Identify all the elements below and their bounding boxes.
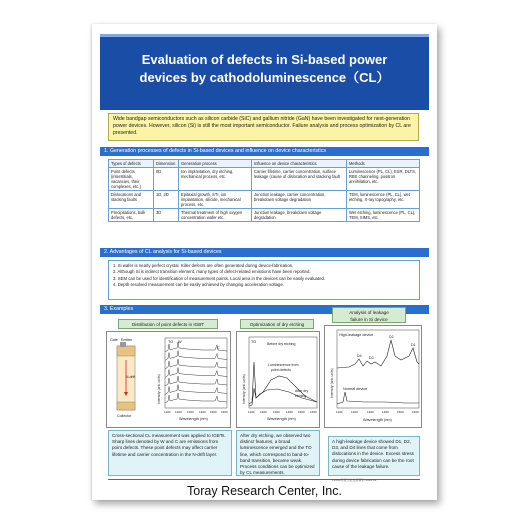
ex1-spectrum-line [165, 376, 227, 386]
emitter-label: Emitter [121, 338, 133, 342]
example-1-note: Cross-sectional CL measurement was applied to IGBTs. Sharp lines denoted by W and C are emissions from point defects. These point defects may affect carrier lifetime and carrier concentration in the N-drift layer. [108, 430, 232, 476]
table-cell: Dislocations and stacking faults [109, 191, 154, 209]
table-header: Influence on device characteristics [252, 160, 347, 168]
gate-label: Gate [110, 338, 118, 342]
list-item: 4. Depth-resolved measurement can be easily achieved by changing acceleration voltage. [113, 282, 285, 288]
table-header: Types of defects [109, 160, 154, 168]
table-row [109, 191, 420, 209]
ex2-plot-frame [249, 337, 317, 408]
table-header: Methods [347, 160, 420, 168]
x-tick-label: 1200 [175, 410, 182, 414]
ex3-d4-label: D4 [357, 354, 362, 358]
list-item: 1. Si wafer is nearly perfect crystal. Killer defects are often generated during device-fabrication. [113, 263, 294, 268]
section-1-header: 1. Generation processes of defects in Si-based devices and influence on device characteristics [100, 147, 429, 156]
advantages-list [108, 260, 420, 300]
x-tick-label: 1500 [298, 410, 305, 414]
example-3-note: A high-leakage device showed D1, D2, D3, and D4 lines that come from dislocations in the device. Excess stress during device fabrication can be the root cause of the leakage failure. [328, 436, 420, 476]
title-banner [100, 34, 429, 110]
x-tick-label: 1100 [336, 410, 343, 414]
ex1-ylabel: Intensity (arb. units) [157, 374, 161, 404]
x-tick-label: 1100 [164, 410, 171, 414]
intro-box: Wide bandgap semiconductors such as silicon carbide (SiC) and gallium nitride (GaN) have been investigated for next-generation power devices. However, silicon (Si) is still the most important semiconductor. Failure analysis and process optimization by CL are presented. [108, 113, 419, 141]
table-cell: Wet etching, luminescence (PL, CL), TEM, SIMS, etc. [347, 209, 420, 222]
x-tick-label: 1500 [210, 410, 217, 414]
table-header: Dimension [154, 160, 179, 168]
x-tick-label: 1200 [260, 410, 267, 414]
ex2-after-line-1: After dry [295, 389, 309, 393]
ex3-plot-frame [337, 330, 419, 408]
x-tick-label: 1300 [273, 410, 280, 414]
table-cell: Epitaxial growth, STI, ion implantation, silicide, mechanical process, etc. [179, 191, 252, 209]
example-2-label: Optimization of dry etching [240, 319, 314, 329]
x-tick-label: 1600 [221, 410, 228, 414]
ex3-high-spectrum [337, 340, 419, 368]
ex3-normal-label: Normal device [343, 387, 368, 391]
title-line-1: Evaluation of defects in Si-based power [141, 52, 388, 67]
peak-c-label: C [217, 346, 220, 350]
peak-w-label: W [178, 340, 182, 344]
example-2-panel [236, 331, 320, 428]
poster-sheet [92, 24, 437, 500]
ex3-label-line-2: failure in Si device [350, 317, 388, 322]
ex2-after-line-2: etching [295, 394, 307, 398]
list-item: 2. Although Si is indirect transition element, many types of defect-related emissions have been reported. [113, 269, 311, 275]
x-tick-label: 1300 [187, 410, 194, 414]
example-3-label [332, 307, 406, 323]
ex3-graphic [325, 326, 423, 429]
table-cell: Thermal treatment of high oxygen concentration wafer etc. [179, 209, 252, 222]
table-cell: Luminescence (PL, CL), ESR, DLTS, RBS channeling, positron annihilation, etc. [347, 168, 420, 191]
ex3-normal-spectrum [337, 392, 419, 404]
table-cell: Junction leakage, breakdown voltage degradation [252, 209, 347, 222]
ex1-spectrum-line [165, 368, 227, 378]
ex2-graphic [237, 332, 321, 429]
table-cell: TEM, luminescence (PL, CL), wet etching, X-ray topography, etc. [347, 191, 420, 209]
ex2-xticks [248, 410, 317, 414]
table-header: Generation process [179, 160, 252, 168]
table-cell: Point defects (interstitials, vacancies, their complexes, etc.) [109, 168, 154, 191]
x-tick-label: 1500 [397, 410, 404, 414]
example-1-panel [106, 331, 231, 428]
ex1-xlabel: Wavelength (nm) [179, 417, 208, 421]
example-1-label: Distribution of point defects in IGBT [118, 319, 218, 329]
ex2-to-label: TO [251, 340, 257, 344]
example-3-panel [324, 325, 422, 428]
ex1-spectrum-line [165, 385, 227, 395]
igbt-top-layer [117, 346, 135, 356]
footer-small-print: P2020年度当社技術資料 2020.09 [332, 478, 377, 482]
x-tick-label: 1300 [367, 410, 374, 414]
peak-to-label: TO [168, 340, 174, 344]
table-row [109, 168, 420, 191]
ex3-d2-label: D2 [389, 335, 394, 339]
company-name: Toray Research Center, Inc. [187, 484, 342, 498]
section-3-header: 3. Examples [100, 305, 429, 314]
defects-table [108, 159, 420, 222]
ex2-lumi-line-2: point defects [271, 368, 291, 372]
ex3-xticks [336, 410, 419, 414]
x-tick-label: 1400 [382, 410, 389, 414]
list-item: 3. SEM can be used for identification of measurement points. Local area in the devices can be easily evaluated. [113, 275, 326, 281]
ex2-xlabel: Wavelength (nm) [267, 417, 296, 421]
ex1-spectrum-line [165, 393, 227, 403]
x-tick-label: 1100 [248, 410, 255, 414]
ex3-high-label: High-leakage device [339, 333, 374, 337]
table-row [109, 209, 420, 222]
x-tick-label: 1200 [351, 410, 358, 414]
section-2-header: 2. Advantages of CL analysis for Si-based devices [100, 248, 429, 257]
table-cell: 1D, 2D [154, 191, 179, 209]
ex1-xticks [164, 410, 228, 414]
table-cell: Ion implantation, dry etching, mechanical process, etc. [179, 168, 252, 191]
ndrift-label: N-drift [126, 375, 136, 379]
title-line-2: devices by cathodoluminescence（CL） [139, 70, 390, 85]
ex1-spectrum-line [165, 359, 227, 369]
ex2-before-label: Before dry etching [267, 342, 296, 346]
example-2-note: After dry etching, we observed two distinct features, a broad luminescence emerged and the TO line, which correspond to band-to-band transition, became weak. Process conditions can be optimized by CL measurements. [236, 430, 320, 476]
table-cell: Carrier lifetime, carrier concentration, surface leakage (cause of dislocation and stacking fault [252, 168, 347, 191]
gate-electrode [120, 342, 126, 347]
table-cell: Junction leakage, carrier concentration, breakdown voltage degradation [252, 191, 347, 209]
ex1-spectra [165, 342, 227, 403]
igbt-collector-layer [117, 402, 135, 410]
table-cell: 3D [154, 209, 179, 222]
table-cell: 0D [154, 168, 179, 191]
ex2-lumi-line-1: Luminescence from [268, 363, 299, 367]
ex3-ylabel: Intensity (arb. units) [330, 368, 334, 398]
ex3-d1-label: D1 [411, 343, 416, 347]
ex3-label-line-1: Analysis of leakage [349, 310, 389, 315]
x-tick-label: 1400 [286, 410, 293, 414]
table-header-row [109, 160, 420, 168]
x-tick-label: 1400 [199, 410, 206, 414]
collector-label: Collector [117, 414, 132, 418]
ex1-spectrum-line [165, 351, 227, 361]
ex1-graphic [107, 332, 232, 429]
ex3-xlabel: Wavelength (nm) [363, 418, 392, 422]
table-cell: Precipitations, bulk defects, etc. [109, 209, 154, 222]
ex2-ylabel: Intensity (arb. units) [242, 374, 246, 404]
ex3-d3-label: D3 [369, 356, 374, 360]
x-tick-label: 1600 [310, 410, 317, 414]
x-tick-label: 1600 [412, 410, 419, 414]
